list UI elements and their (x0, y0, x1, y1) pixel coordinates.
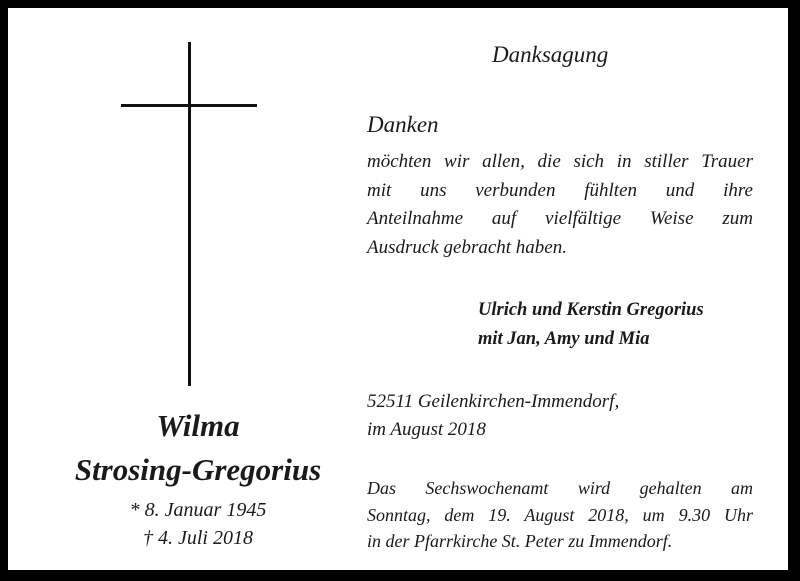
thanks-line: Anteilnahme auf vielfältige Weise zum (367, 208, 753, 229)
thanks-line: Ausdruck gebracht haben. (367, 236, 567, 258)
signer-line: mit Jan, Amy und Mia (478, 329, 650, 349)
obituary-card (8, 8, 788, 570)
thanks-lead: Danken (367, 112, 439, 137)
deceased-last-name: Strosing-Gregorius (74, 452, 322, 487)
signers (478, 296, 704, 354)
deceased-first-name: Wilma (156, 408, 240, 443)
mass-notice (367, 475, 753, 555)
thanks-line: mit uns verbunden fühlten und ihre (367, 179, 753, 201)
notice-line: in der Pfarrkirche St. Peter zu Immendorf. (367, 531, 673, 551)
notice-line: Sonntag, dem 19. August 2018, um 9.30 Uhr (367, 504, 753, 525)
birth-date: * 8. Januar 1945 (129, 499, 267, 521)
cross-horizontal-bar (121, 104, 257, 107)
notice-line: Das Sechswochenamt wird gehalten am (367, 478, 753, 498)
thanks-message (367, 148, 753, 262)
place-and-date (367, 388, 619, 444)
death-date: † 4. Juli 2018 (143, 527, 253, 549)
thanks-line: möchten wir allen, die sich in stiller Trauer (367, 151, 753, 172)
place-line: 52511 Geilenkirchen-Immendorf, (367, 391, 620, 412)
cross-vertical-bar (188, 42, 191, 386)
place-line: im August 2018 (367, 419, 486, 440)
signer-line: Ulrich und Kerstin Gregorius (478, 300, 704, 320)
page-title: Danksagung (492, 42, 609, 67)
